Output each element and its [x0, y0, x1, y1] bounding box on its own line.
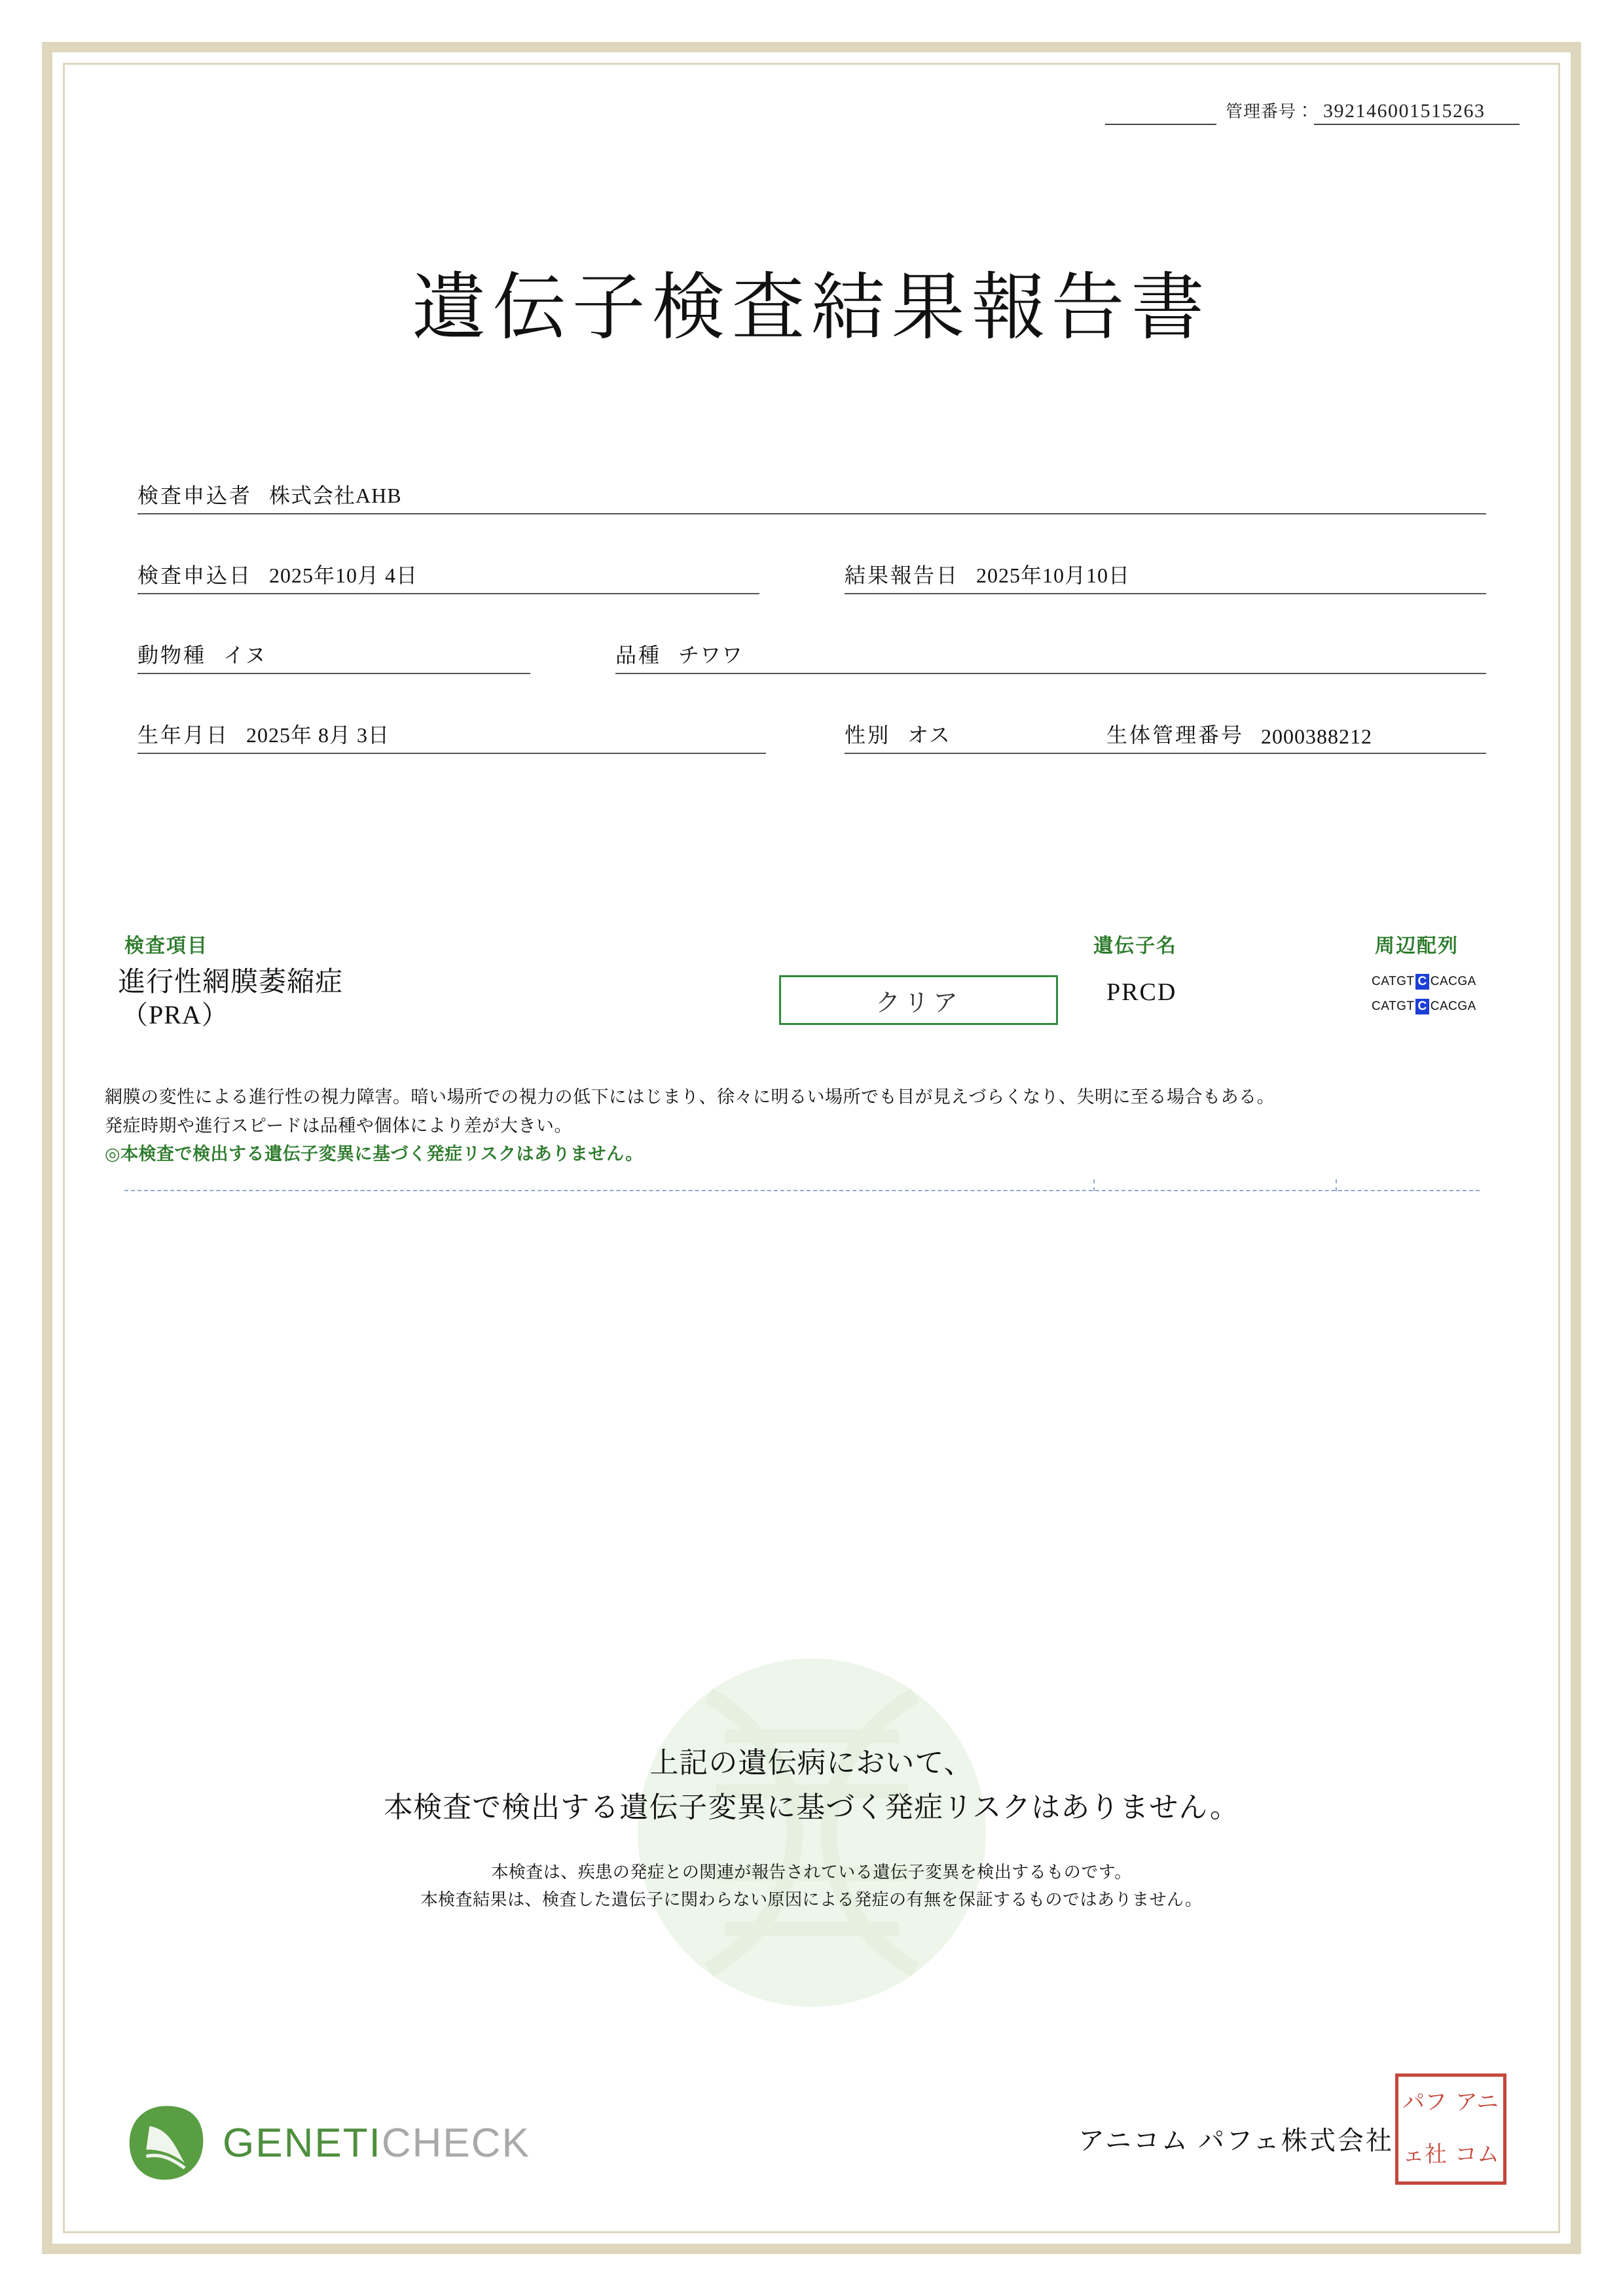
sequence-suffix: CACGA	[1430, 975, 1476, 988]
seal-char: アニ	[1455, 2090, 1499, 2115]
divider-tick	[1336, 1179, 1337, 1191]
disease-name-sub: （PRA）	[122, 1000, 228, 1030]
report-date-label: 結果報告日	[845, 564, 960, 587]
company-seal	[1395, 2073, 1506, 2185]
logo-text-part1: GENETI	[223, 2120, 382, 2166]
logo-wordmark	[223, 2120, 530, 2166]
species-label: 動物種	[137, 643, 207, 667]
section-divider	[124, 1190, 1480, 1191]
column-header-gene: 遺伝子名	[1093, 935, 1177, 957]
sequence-highlight: C	[1415, 974, 1429, 990]
disease-description	[105, 1083, 1506, 1169]
gene-name: PRCD	[1106, 978, 1177, 1006]
summary-note-2: 本検査結果は、検査した遺伝子に関わらない原因による発症の有無を保証するものではありません。	[420, 1889, 1203, 1909]
summary-note	[98, 1859, 1525, 1913]
birth-date-value: 2025年 8月 3日	[246, 723, 390, 747]
field-report-date	[845, 558, 1486, 594]
company-name: アニコム パフェ株式会社	[1078, 2126, 1394, 2155]
meta-row-birth	[137, 717, 1486, 754]
applicant-value: 株式会社AHB	[269, 484, 402, 507]
disease-name	[118, 966, 343, 1031]
description-line-1: 網膜の変性による進行性の視力障害。暗い場所での視力の低下にはじまり、徐々に明るい場所でも目が見えづらくなり、失明に至る場合もある。	[105, 1087, 1275, 1107]
page-title: 遺伝子検査結果報告書	[412, 268, 1211, 349]
meta-row-applicant	[137, 478, 1486, 514]
sequence-block	[1372, 974, 1476, 1014]
summary-block	[98, 1741, 1525, 1914]
seal-char: パフ	[1402, 2090, 1447, 2115]
sequence-prefix: CATGT	[1372, 999, 1415, 1013]
apply-date-value: 2025年10月 4日	[269, 564, 418, 587]
geneticheck-logo	[124, 2101, 530, 2185]
field-breed	[615, 637, 1486, 674]
meta-row-animal	[137, 637, 1486, 674]
field-applicant	[137, 478, 1486, 514]
sex-value: オス	[907, 723, 951, 747]
disease-name-main: 進行性網膜萎縮症	[118, 967, 344, 997]
sequence-highlight: C	[1415, 999, 1429, 1014]
seal-char: コム	[1455, 2143, 1499, 2167]
summary-main	[98, 1741, 1525, 1830]
field-species	[137, 637, 530, 674]
sequence-line	[1372, 974, 1476, 990]
field-sex	[845, 717, 1106, 754]
field-animal-id	[1106, 717, 1486, 754]
result-badge: クリア	[779, 975, 1058, 1025]
breed-value: チワワ	[678, 643, 744, 667]
field-apply-date	[137, 558, 759, 594]
logo-text-part2: CHECK	[381, 2120, 530, 2166]
animal-id-label: 生体管理番号	[1106, 723, 1245, 747]
page-content	[98, 85, 1525, 2211]
summary-note-1: 本検査は、疾患の発症との関連が報告されている遺伝子変異を検出するものです。	[491, 1862, 1132, 1882]
seal-char: ェ社	[1402, 2143, 1447, 2167]
control-number-value: 392146001515263	[1314, 100, 1520, 125]
summary-line-2: 本検査で検出する遺伝子変異に基づく発症リスクはありません。	[384, 1791, 1239, 1824]
leaf-dna-icon	[124, 2101, 208, 2185]
sex-label: 性別	[845, 723, 891, 747]
meta-fields	[137, 478, 1486, 797]
control-number-rule	[1105, 101, 1216, 125]
apply-date-label: 検査申込日	[137, 564, 253, 587]
risk-statement: ◎本検査で検出する遺伝子変異に基づく発症リスクはありません。	[105, 1144, 644, 1164]
meta-row-dates	[137, 558, 1486, 594]
birth-date-label: 生年月日	[137, 723, 230, 747]
report-date-value: 2025年10月10日	[976, 564, 1131, 587]
species-value: イヌ	[223, 643, 267, 667]
test-results-section	[111, 929, 1512, 1064]
field-birth-date	[137, 717, 766, 754]
column-header-sequence: 周辺配列	[1375, 935, 1459, 957]
sequence-line	[1372, 999, 1476, 1014]
animal-id-value: 2000388212	[1261, 725, 1373, 748]
test-result-row	[111, 966, 1512, 1064]
breed-label: 品種	[615, 643, 662, 667]
divider-tick	[1093, 1179, 1095, 1191]
page-footer	[98, 2041, 1525, 2191]
applicant-label: 検査申込者	[137, 484, 253, 507]
description-line-2: 発症時期や進行スピードは品種や個体により差が大きい。	[105, 1115, 572, 1136]
sequence-prefix: CATGT	[1372, 975, 1415, 988]
control-number-label: 管理番号：	[1225, 102, 1314, 121]
sequence-suffix: CACGA	[1430, 999, 1476, 1013]
control-number-row	[1105, 98, 1520, 125]
test-column-headers	[111, 929, 1512, 960]
summary-line-1: 上記の遺伝病において、	[649, 1747, 974, 1779]
column-header-item: 検査項目	[124, 935, 208, 957]
